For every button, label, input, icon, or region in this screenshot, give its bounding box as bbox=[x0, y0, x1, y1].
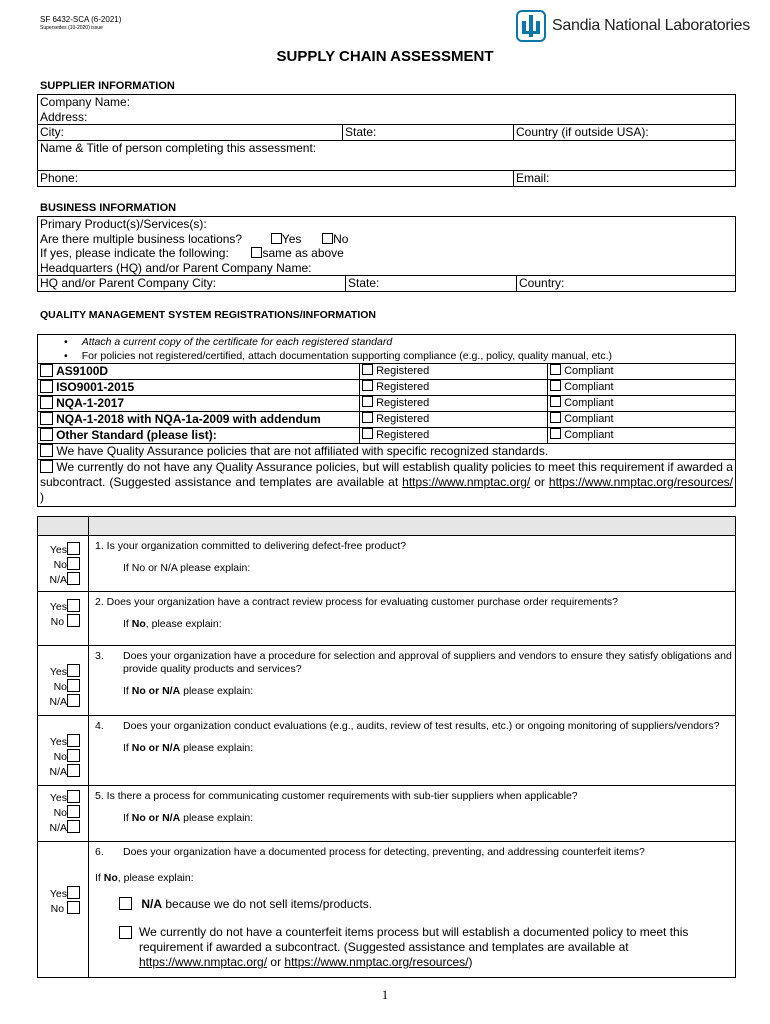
q6-nmptac-resources-link[interactable]: https://www.nmptac.org/resources/ bbox=[284, 955, 469, 969]
if-yes-label: If yes, please indicate the following: bbox=[40, 246, 229, 260]
q1-cell[interactable] bbox=[89, 536, 736, 592]
non-affiliated-policies-row: We have Quality Assurance policies that are not affiliated with specific recognized standards. bbox=[38, 444, 736, 460]
qms-table: • Attach a current copy of the certificate for each registered standard • For policies not registered/certified, attach documentation supporting compliance (e.g., policy, quality manual, etc.) AS9100D Registered Compliant ISO9001-2015 Registered Compliant NQA-1-2017 Registered Compliant NQA-1-2018 with NQA-1a-2009 with addendum Registered Compliant Other Standard (please list): Registered Compliant We have Quality Assurance policies that are not affiliated with specific recognized standards. We currently do not have any Quality Assurance policies, but will establish quality policies to meet this requirement if awarded a subcontract. (Suggested assistance and templates are available at https://www.nmptac.org/ or https://www.nmptac.org/resources/ ) bbox=[37, 334, 736, 507]
same-as-above-checkbox[interactable] bbox=[251, 247, 262, 258]
q3-na-checkbox[interactable] bbox=[67, 694, 80, 707]
nqa1-2017-compliant-checkbox[interactable] bbox=[550, 396, 561, 407]
q6-answer-cell: Yes No bbox=[38, 842, 89, 978]
address-field[interactable]: Address: bbox=[38, 110, 736, 125]
q4-answer-cell: Yes No N/A bbox=[38, 716, 89, 786]
page-number: 1 bbox=[381, 987, 389, 1002]
q4-explain: If No or N/A please explain: bbox=[123, 742, 254, 754]
form-id: SF 6432-SCA (6-2021) bbox=[40, 15, 122, 24]
q2-text: 2. Does your organization have a contract review process for evaluating customer purchase order requirements? bbox=[95, 596, 618, 608]
multiple-yes-checkbox[interactable] bbox=[271, 233, 282, 244]
supersedes-note: Supersedes (10-2020) issue bbox=[40, 25, 103, 31]
if-yes-row bbox=[38, 246, 736, 261]
q4-text: Does your organization conduct evaluations (e.g., audits, review of test results, etc.) or ongoing monitoring of suppliers/vendors? bbox=[123, 720, 720, 732]
multiple-no-checkbox[interactable] bbox=[322, 233, 333, 244]
q3-yes-checkbox[interactable] bbox=[67, 664, 80, 677]
as9100d-registered-checkbox[interactable] bbox=[362, 364, 373, 375]
standard-row-other: Other Standard (please list): bbox=[38, 428, 360, 444]
nmptac-link[interactable]: https://www.nmptac.org/ bbox=[402, 474, 531, 489]
q5-na-checkbox[interactable] bbox=[67, 820, 80, 833]
q3-answer-cell: Yes No N/A bbox=[38, 646, 89, 716]
supplier-info-heading: SUPPLIER INFORMATION bbox=[40, 80, 175, 92]
q2-yes-checkbox[interactable] bbox=[67, 599, 80, 612]
business-info-heading: BUSINESS INFORMATION bbox=[40, 202, 177, 214]
qms-bullet-2: • For policies not registered/certified, attach documentation supporting compliance (e.g., policy, quality manual, etc.) bbox=[38, 349, 736, 364]
standard-row-nqa1-2018: NQA-1-2018 with NQA-1a-2009 with addendum bbox=[38, 412, 360, 428]
q1-no-checkbox[interactable] bbox=[67, 557, 80, 570]
q5-answer-cell: Yes No N/A bbox=[38, 786, 89, 842]
q1-yes-checkbox[interactable] bbox=[67, 542, 80, 555]
sandia-logo bbox=[516, 10, 750, 42]
nqa1-2018-compliant-checkbox[interactable] bbox=[550, 412, 561, 423]
q5-yes-checkbox[interactable] bbox=[67, 790, 80, 803]
business-info-table bbox=[37, 216, 736, 292]
email-field[interactable]: Email: bbox=[514, 170, 736, 186]
q6-explain: If No, please explain: bbox=[95, 872, 194, 884]
city-field[interactable]: City: bbox=[38, 125, 343, 141]
q2-no-checkbox[interactable] bbox=[67, 614, 80, 627]
nqa1-2017-checkbox[interactable] bbox=[40, 396, 53, 409]
q1-text: 1. Is your organization committed to delivering defect-free product? bbox=[95, 540, 407, 552]
other-standard-checkbox[interactable] bbox=[40, 428, 53, 441]
q6-yes-checkbox[interactable] bbox=[67, 886, 80, 899]
standard-row-as9100d: AS9100D bbox=[38, 364, 360, 380]
as9100d-compliant-checkbox[interactable] bbox=[550, 364, 561, 375]
q6-na-row: N/A because we do not sell items/products. bbox=[95, 897, 733, 912]
q2-answer-cell: Yes No bbox=[38, 592, 89, 646]
q6-text: Does your organization have a documented process for detecting, preventing, and addressing counterfeit items? bbox=[123, 846, 645, 858]
q6-cell[interactable]: 6. Does your organization have a documented process for detecting, preventing, and addressing counterfeit items? If No, please explain: N/A because we do not sell items/products. We currently do not have a counterfeit items process but will establish a documented policy to meet this requirement if awarded a subcontract. (Suggested assistance and templates are available at https://www.nmptac.org/ or https://www.nmptac.org/resources/) bbox=[89, 842, 736, 978]
q4-yes-checkbox[interactable] bbox=[67, 734, 80, 747]
iso9001-registered-checkbox[interactable] bbox=[362, 380, 373, 391]
multiple-locations-row bbox=[38, 232, 736, 247]
q3-text: Does your organization have a procedure for selection and approval of suppliers and vendors to ensure they satisfy obligations and provide quality products and services? bbox=[123, 650, 732, 675]
state-field[interactable]: State: bbox=[343, 125, 514, 141]
q3-cell[interactable]: 3. Does your organization have a procedure for selection and approval of suppliers and vendors to ensure they satisfy obligations and provide quality products and services? If No or N/A please explain: bbox=[89, 646, 736, 716]
q6-no-checkbox[interactable] bbox=[67, 901, 80, 914]
hq-city-field[interactable]: HQ and/or Parent Company City: bbox=[38, 276, 346, 292]
name-title-field[interactable]: Name & Title of person completing this assessment: bbox=[38, 140, 736, 170]
multiple-no-label: No bbox=[333, 231, 349, 246]
q6-policy-checkbox[interactable] bbox=[119, 926, 132, 939]
nqa1-2018-checkbox[interactable] bbox=[40, 412, 53, 425]
country-field[interactable]: Country (if outside USA): bbox=[514, 125, 736, 141]
no-policies-row: We currently do not have any Quality Assurance policies, but will establish quality policies to meet this requirement if awarded a subcontract. (Suggested assistance and templates are available at https://www.nmptac.org/ or https://www.nmptac.org/resources/ ) bbox=[38, 459, 736, 506]
iso9001-checkbox[interactable] bbox=[40, 380, 53, 393]
q3-explain: If No or N/A please explain: bbox=[123, 685, 254, 697]
same-as-above-label: same as above bbox=[262, 246, 344, 260]
q1-na-checkbox[interactable] bbox=[67, 572, 80, 585]
primary-products-field[interactable]: Primary Product(s)/Services(s): bbox=[38, 217, 736, 232]
page-title: SUPPLY CHAIN ASSESSMENT bbox=[276, 48, 494, 65]
standard-row-iso9001: ISO9001-2015 bbox=[38, 380, 360, 396]
hq-state-field[interactable]: State: bbox=[346, 276, 517, 292]
q6-nmptac-link[interactable]: https://www.nmptac.org/ bbox=[139, 955, 268, 969]
q3-no-checkbox[interactable] bbox=[67, 679, 80, 692]
hq-name-field[interactable]: Headquarters (HQ) and/or Parent Company Name: bbox=[38, 261, 736, 276]
no-policies-checkbox[interactable] bbox=[40, 460, 53, 473]
other-registered-checkbox[interactable] bbox=[362, 428, 373, 439]
q2-explain: If No, please explain: bbox=[123, 618, 222, 630]
q1-answer-cell: Yes No N/A bbox=[38, 536, 89, 592]
supplier-info-table bbox=[37, 94, 736, 187]
iso9001-compliant-checkbox[interactable] bbox=[550, 380, 561, 391]
non-affiliated-policies-checkbox[interactable] bbox=[40, 444, 53, 457]
sandia-thunderbird-icon bbox=[516, 10, 546, 42]
q4-na-checkbox[interactable] bbox=[67, 764, 80, 777]
nmptac-resources-link[interactable]: https://www.nmptac.org/resources/ bbox=[548, 474, 733, 489]
q6-na-checkbox[interactable] bbox=[119, 897, 132, 910]
q5-text: 5. Is there a process for communicating customer requirements with sub-tier suppliers when applicable? bbox=[95, 790, 578, 802]
q4-no-checkbox[interactable] bbox=[67, 749, 80, 762]
nqa1-2017-registered-checkbox[interactable] bbox=[362, 396, 373, 407]
q2-cell[interactable] bbox=[89, 592, 736, 646]
q5-no-checkbox[interactable] bbox=[67, 805, 80, 818]
as9100d-checkbox[interactable] bbox=[40, 364, 53, 377]
q5-explain: If No or N/A please explain: bbox=[123, 812, 254, 824]
qms-bullet-1: • Attach a current copy of the certificate for each registered standard bbox=[38, 335, 736, 350]
q1-explain: If No or N/A please explain: bbox=[123, 562, 251, 574]
logo-text: Sandia National Laboratories bbox=[552, 17, 750, 34]
phone-field[interactable]: Phone: bbox=[38, 170, 514, 186]
multiple-yes-label: Yes bbox=[281, 231, 302, 246]
nqa1-2018-registered-checkbox[interactable] bbox=[362, 412, 373, 423]
standard-row-nqa1-2017: NQA-1-2017 bbox=[38, 396, 360, 412]
company-name-field[interactable]: Company Name: bbox=[38, 95, 736, 110]
hq-country-field[interactable]: Country: bbox=[517, 276, 736, 292]
q5-cell[interactable] bbox=[89, 786, 736, 842]
q4-cell[interactable]: 4. Does your organization conduct evaluations (e.g., audits, review of test results, etc.) or ongoing monitoring of suppliers/vendors? If No or N/A please explain: bbox=[89, 716, 736, 786]
qms-heading: QUALITY MANAGEMENT SYSTEM REGISTRATIONS/INFORMATION bbox=[40, 309, 376, 321]
multiple-locations-label: Are there multiple business locations? bbox=[40, 231, 243, 246]
questions-table bbox=[37, 516, 736, 978]
other-compliant-checkbox[interactable] bbox=[550, 428, 561, 439]
q6-policy-row: We currently do not have a counterfeit items process but will establish a documented policy to meet this requirement if awarded a subcontract. (Suggested assistance and templates are available at https://www.nmptac.org/ or https://www.nmptac.org/resources/) bbox=[95, 925, 733, 970]
